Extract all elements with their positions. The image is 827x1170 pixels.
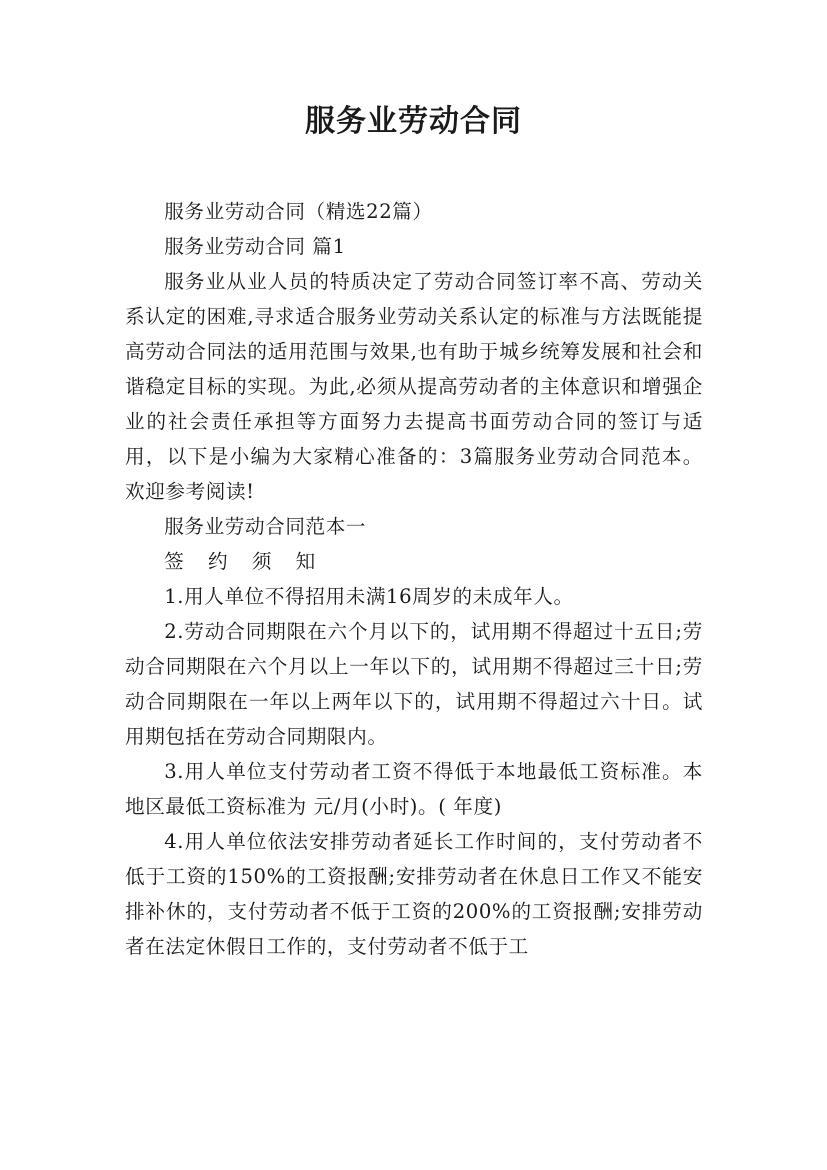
notice-item-1: 1.用人单位不得招用未满16周岁的未成年人。: [164, 585, 574, 608]
intro-paragraph: 服务业从业人员的特质决定了劳动合同签订率不高、劳动关系认定的困难,寻求适合服务业劳动关系认定的标准与方法既能提高劳动合同法的适用范围与效果,也有助于城乡统筹发展和社会和谐稳定目标的实现。为此,必须从提高劳动者的主体意识和增强企业的社会责任承担等方面努力去提高书面劳动合同的签订与适用，以下是小编为大家精心准备的：3篇服务业劳动合同范本。欢迎参考阅读!: [125, 270, 703, 503]
notice-item-2: 2.劳动合同期限在六个月以下的，试用期不得超过十五日;劳动合同期限在六个月以上一年以下的，试用期不得超过三十日;劳动合同期限在一年以上两年以下的，试用期不得超过六十日。试用期包括在劳动合同期限内。: [125, 620, 703, 748]
subtitle-paragraph: 服务业劳动合同（精选22篇）: [164, 200, 433, 223]
notice-item-4: 4.用人单位依法安排劳动者延长工作时间的，支付劳动者不低于工资的150%的工资报酬;安排劳动者在休息日工作又不能安排补休的，支付劳动者不低于工资的200%的工资报酬;安排劳动者在法定休假日工作的，支付劳动者不低于工: [125, 830, 703, 958]
document-body: [125, 194, 703, 964]
section-heading: 服务业劳动合同 篇1: [164, 235, 346, 258]
document-title: 服务业劳动合同: [305, 104, 522, 139]
template-heading: 服务业劳动合同范本一: [164, 515, 367, 538]
notice-item-3: 3.用人单位支付劳动者工资不得低于本地最低工资标准。本地区最低工资标准为 元/月(小时)。( 年度): [125, 760, 703, 818]
signing-notice-heading: 签 约 须 知: [164, 550, 325, 573]
